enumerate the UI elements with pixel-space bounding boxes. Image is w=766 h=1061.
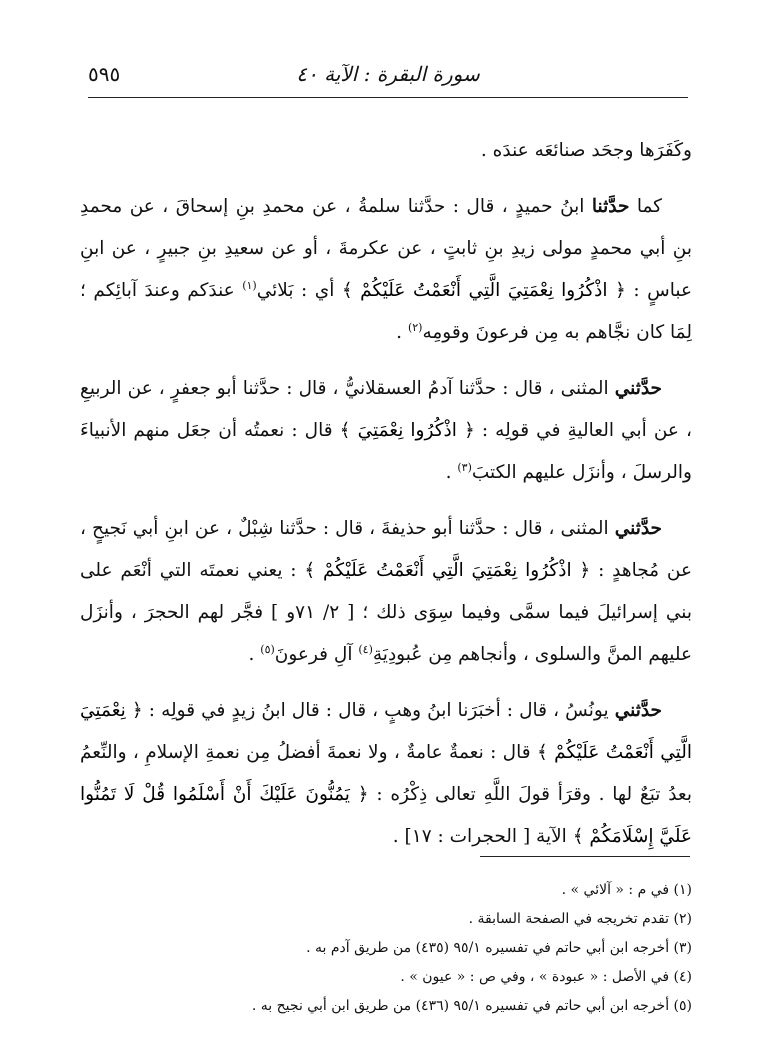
paragraph	[80, 368, 692, 494]
text-segment: يونُسُ ، قال : أخبَرَنا ابنُ وهبٍ ، قال : قال ابنُ زيدٍ في قولِه :	[142, 700, 615, 721]
quran-quote: ﴿ يَمُنُّونَ عَلَيْكَ أَنْ أَسْلَمُوا قُلْ لَا تَمُنُّوا عَلَيَّ إِسْلَامَكُمْ ﴾	[80, 784, 692, 847]
text-segment: المثنى ، قال : حدَّثنا آدمُ العسقلانيُّ ، قال : حدَّثنا أبو جعفرٍ ، عن الربيعِ ، عن أبي العاليةِ في قولِه :	[80, 378, 692, 441]
narration-keyword: حدَّثني	[614, 700, 662, 721]
text-segment: قال : نعمتُه أن جعَل منهم الأنبياءَ والرسلَ ، وأنزَل عليهم الكتبَ	[80, 420, 692, 483]
quran-quote: ﴿ نِعْمَتِيَ الَّتِي أَنْعَمْتُ عَلَيْكُمْ ﴾	[80, 700, 692, 763]
text-segment: .	[248, 644, 261, 665]
paragraph	[80, 186, 692, 354]
text-segment: أي : بَلائي	[256, 280, 342, 301]
footnote-ref: (٣)	[457, 460, 472, 474]
narration-keyword: حدَّثني	[614, 518, 662, 539]
footnote-ref: (٤)	[358, 642, 373, 656]
quran-quote: ﴿ اذْكُرُوا نِعْمَتِيَ الَّتِي أَنْعَمْتُ عَلَيْكُمْ ﴾	[304, 560, 591, 581]
footnote-3: (٣) أخرجه ابن أبي حاتم في تفسيره ٩٥/١ (٤٣٥) من طريق آدم به .	[306, 940, 692, 956]
text-segment: : يعني نعمتَه التي أنْعَم على بني إسرائيلَ فيما سمَّى وفيما سِوَى ذلك ؛ [ ٢/ ٧١و ] فجَّر لهم الحجرَ ، وأنزَل عليهم المنَّ والسلوى ، وأنجاهم مِن عُبودِيَةِ	[80, 560, 692, 665]
paragraph	[80, 690, 692, 858]
quran-quote: ﴿ اذْكُرُوا نِعْمَتِيَ الَّتِي أَنْعَمْتُ عَلَيْكُمْ ﴾	[341, 280, 626, 301]
paragraph	[80, 130, 692, 172]
text-segment: المثنى ، قال : حدَّثنا أبو حذيفةَ ، قال : حدَّثنا شِبْلٌ ، عن ابنِ أبي نَجيحٍ ، عن مُجاهدٍ :	[80, 518, 693, 581]
paragraph	[80, 508, 692, 676]
quran-quote: ﴿ اذْكُرُوا نِعْمَتِيَ ﴾	[339, 420, 475, 441]
text-segment: قال : نعمةٌ عامةٌ ، ولا نعمةَ أفضلُ مِن نعمةِ الإسلامِ ، والنِّعمُ بعدُ تبَعٌ لها . وقرَأ قولَ اللَّهِ تعالى ذِكْرُه :	[80, 742, 692, 805]
footnote-1: (١) في م : « آلائي » .	[561, 882, 692, 898]
footnote-5: (٥) أخرجه ابن أبي حاتم في تفسيره ٩٥/١ (٤٣٦) من طريق ابن أبي نجيح به .	[251, 998, 692, 1014]
text-segment: كما	[629, 196, 662, 217]
text-segment: .	[445, 462, 458, 483]
text-segment: عندَكم وعندَ آبائِكم ؛ لِمَا كان نجَّاهم به مِن فرعونَ وقومِه	[80, 280, 692, 343]
text-segment: آلِ فرعونَ	[274, 644, 359, 665]
footnote-ref: (١)	[242, 278, 257, 292]
text-segment: ابنُ حميدٍ ، قال : حدَّثنا سلمةُ ، عن محمدِ بنِ إسحاقَ ، عن محمدِ بنِ أبي محمدٍ مولى زيدِ بنِ ثابتٍ ، عن عكرمةَ ، أو عن سعيدِ بنِ جبيرٍ ، عن ابنِ عباسٍ :	[80, 196, 692, 301]
page-header	[88, 62, 688, 92]
running-title: سورة البقرة : الآية ٤٠	[296, 62, 480, 86]
footnote-ref: (٥)	[260, 642, 275, 656]
text-segment: وكَفَرَها وجحَد صنائعَه عندَه .	[480, 140, 692, 161]
page-number: ٥٩٥	[88, 62, 121, 86]
footnote-ref: (٢)	[407, 320, 423, 334]
text-segment: الآية [ الحجرات : ١٧] .	[392, 826, 573, 847]
footnotes	[80, 876, 692, 1021]
narration-keyword: حدَّثني	[614, 378, 662, 399]
text-segment: .	[396, 322, 408, 343]
footnote-4: (٤) في الأصل : « عبودة » ، وفي ص : « عيون » .	[400, 969, 692, 985]
header-rule	[88, 97, 688, 98]
footnote-rule	[480, 856, 690, 857]
main-text	[80, 130, 692, 872]
footnote-2: (٢) تقدم تخريجه في الصفحة السابقة .	[468, 911, 692, 927]
narration-keyword: حدَّثنا	[591, 196, 630, 217]
